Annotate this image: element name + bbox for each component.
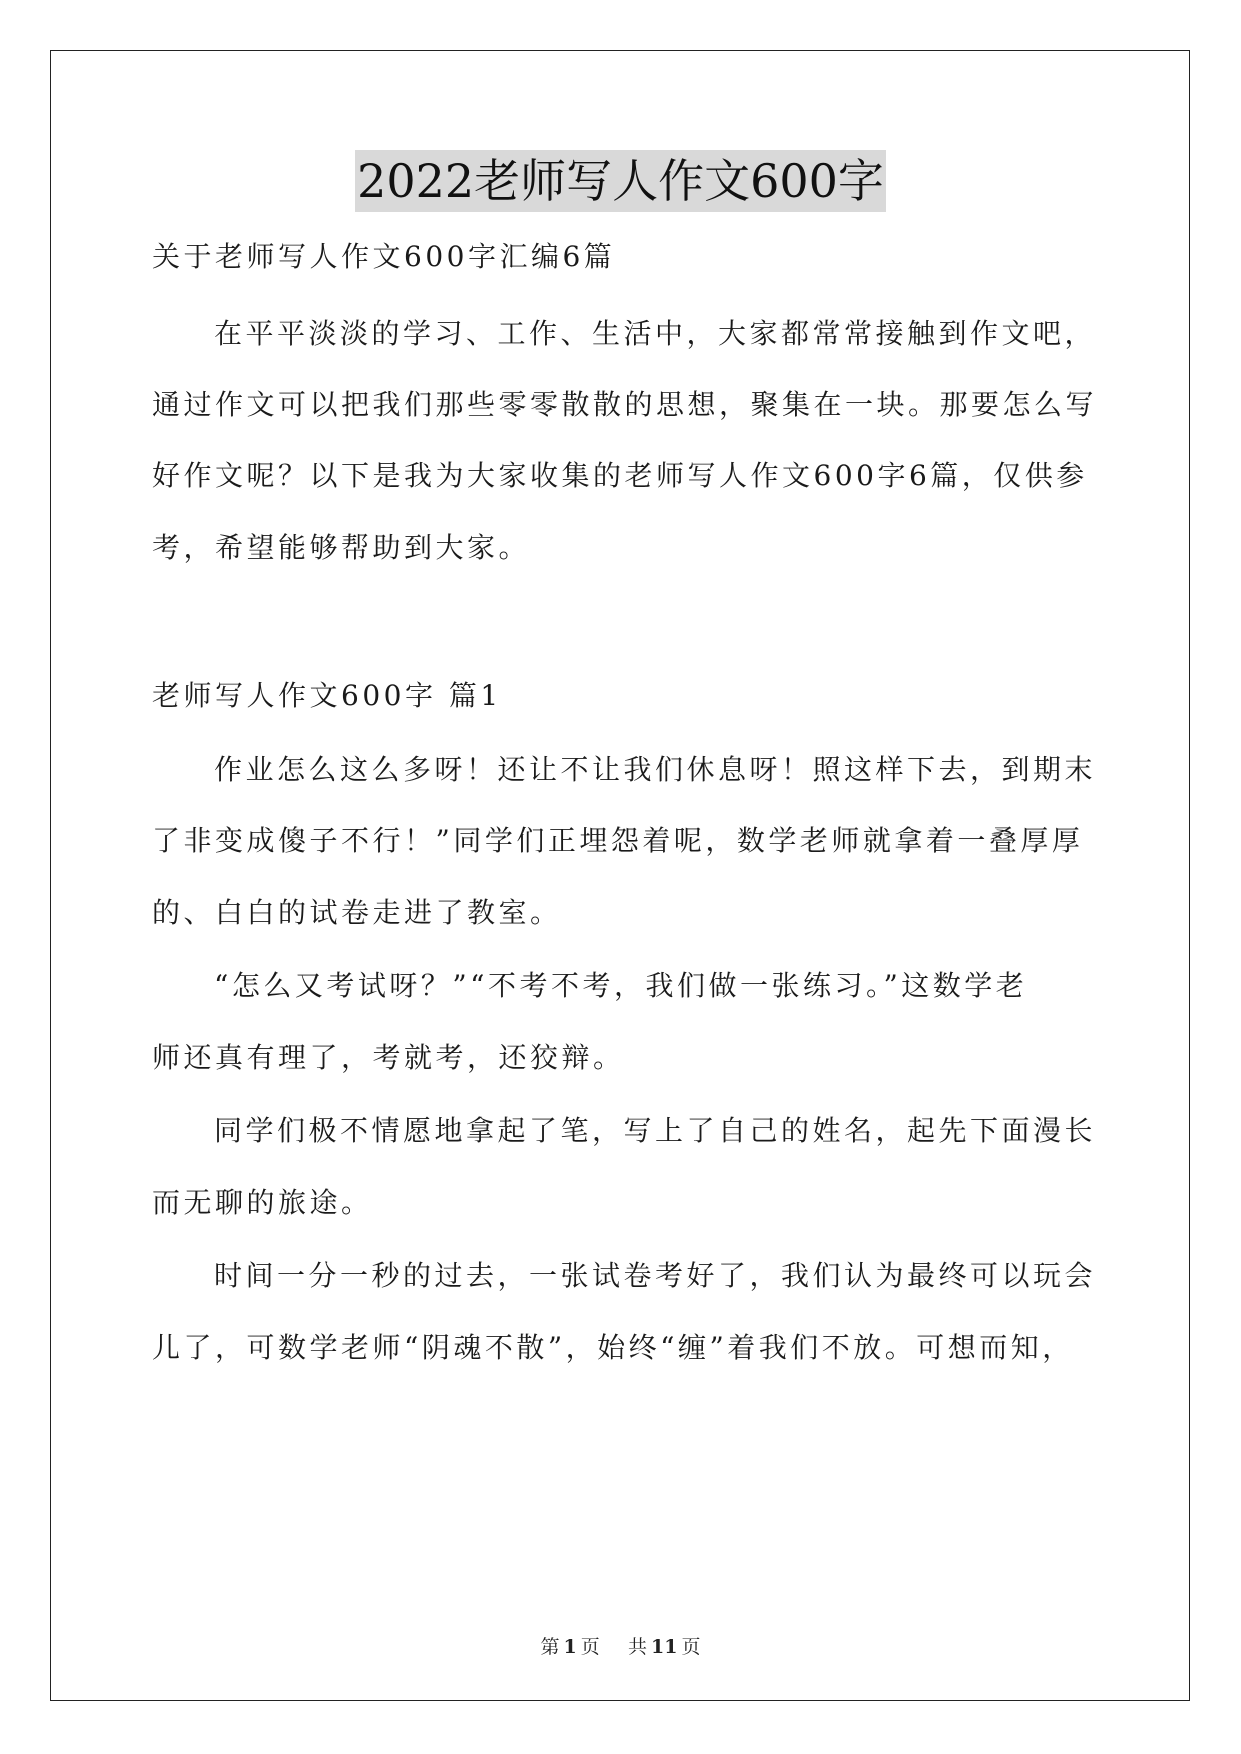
section-heading: 老师写人作文600字 篇1: [152, 679, 502, 712]
intro-line: 考，希望能够帮助到大家。: [152, 531, 531, 564]
footer-page-number: 1: [563, 1636, 577, 1658]
footer-page-suffix: 页: [580, 1636, 600, 1658]
body-line: “怎么又考试呀？”“不考不考，我们做一张练习。”这数学老: [214, 969, 1028, 1002]
intro-line: 通过作文可以把我们那些零零散散的思想，聚集在一块。那要怎么写: [152, 388, 1098, 421]
body-line: 而无聊的旅途。: [152, 1186, 373, 1219]
intro-line: 在平平淡淡的学习、工作、生活中，大家都常常接触到作文吧，: [214, 317, 1097, 350]
footer-total-pages: 11: [650, 1636, 678, 1658]
document-subtitle: 关于老师写人作文600字汇编6篇: [152, 240, 616, 273]
body-line: 的、白白的试卷走进了教室。: [152, 896, 562, 929]
body-line: 师还真有理了，考就考，还狡辩。: [152, 1041, 625, 1074]
intro-line: 好作文呢？以下是我为大家收集的老师写人作文600字6篇，仅供参: [152, 459, 1088, 492]
page-footer: [0, 1632, 1241, 1659]
footer-prefix: 第: [540, 1636, 560, 1658]
body-line: 同学们极不情愿地拿起了笔，写上了自己的姓名，起先下面漫长: [214, 1114, 1097, 1147]
body-line: 作业怎么这么多呀！还让不让我们休息呀！照这样下去，到期末: [214, 753, 1097, 786]
document-title: 2022老师写人作文600字: [355, 150, 886, 212]
body-line: 儿了，可数学老师“阴魂不散”，始终“缠”着我们不放。可想而知，: [152, 1331, 1074, 1364]
page-border: [50, 50, 1190, 1701]
body-line: 了非变成傻子不行！”同学们正埋怨着呢，数学老师就拿着一叠厚厚: [152, 824, 1084, 857]
footer-total-prefix: 共: [627, 1636, 647, 1658]
footer-total-suffix: 页: [681, 1636, 701, 1658]
body-line: 时间一分一秒的过去，一张试卷考好了，我们认为最终可以玩会: [214, 1259, 1097, 1292]
title-wrap: [0, 150, 1241, 212]
